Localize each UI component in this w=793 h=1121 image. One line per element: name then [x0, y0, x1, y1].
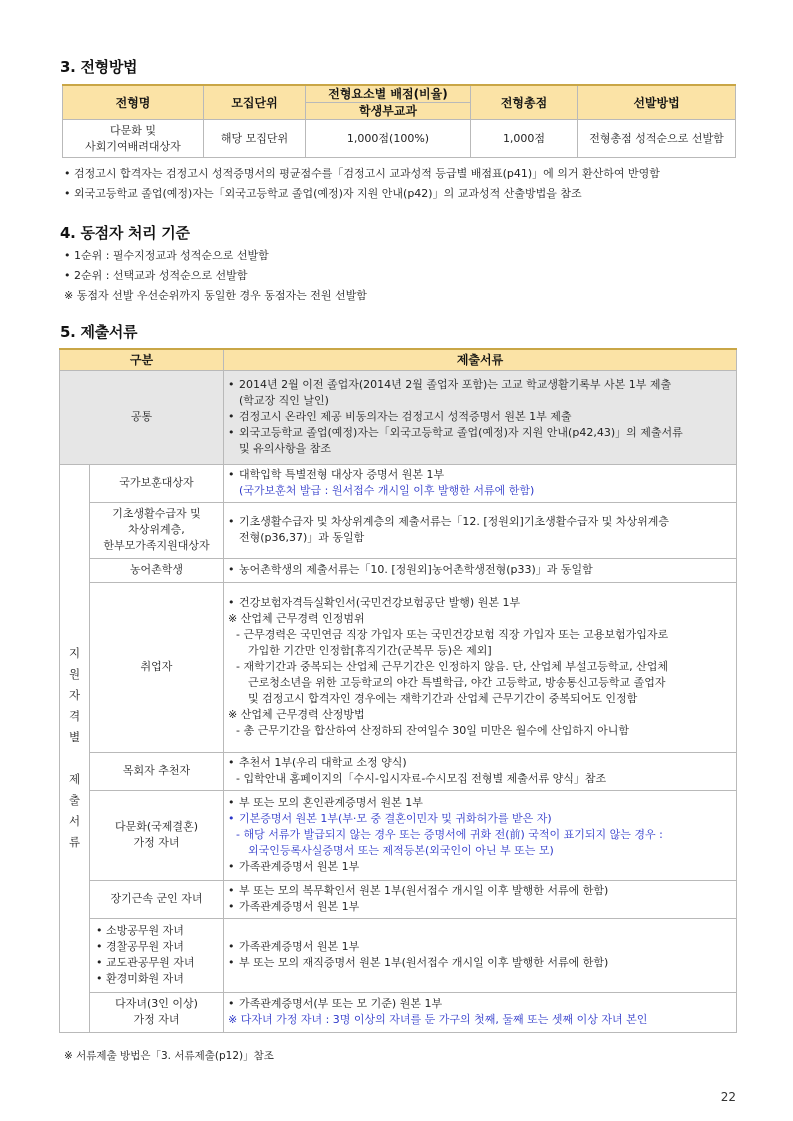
- row-employed-label: 취업자: [90, 582, 224, 752]
- cell-unit: 해당 모집단위: [204, 120, 306, 158]
- tie-rule-note: ※ 동점자 선발 우선순위까지 동일한 경우 동점자는 전원 선발함: [64, 289, 367, 302]
- row-veteran-label: 국가보훈대상자: [90, 464, 224, 502]
- row-multichild-label: 다자녀(3인 이상) 가정 자녀: [90, 992, 224, 1032]
- th-unit: 모집단위: [204, 85, 306, 120]
- th-total: 전형총점: [471, 85, 578, 120]
- row-pastor-docs: • 추천서 1부(우리 대학교 소정 양식) - 입학안내 홈페이지의「수시-입시자료-수시모집 전형별 제출서류 양식」참조: [224, 752, 737, 790]
- note-line: • 검정고시 합격자는 검정고시 성적증명서의 평균점수를「검정고시 교과성적 등급별 배점표(p41)」에 의거 환산하여 반영함: [64, 167, 660, 180]
- tie-rule-1: • 1순위 : 필수지정교과 성적순으로 선발함: [64, 249, 269, 262]
- row-farm-label: 농어촌학생: [90, 558, 224, 582]
- row-military-docs: • 부 또는 모의 복무확인서 원본 1부(원서접수 개시일 이후 발행한 서류에 한함) • 가족관계증명서 원본 1부: [224, 880, 737, 918]
- cell-name: 다문화 및 사회기여배려대상자: [63, 120, 204, 158]
- row-public-docs: • 가족관계증명서 원본 1부 • 부 또는 모의 재직증명서 원본 1부(원서접수 개시일 이후 발행한 서류에 한함): [224, 918, 737, 992]
- row-basic-label: 기초생활수급자 및 차상위계층, 한부모가족지원대상자: [90, 502, 224, 558]
- row-common-label: 공통: [60, 370, 224, 464]
- vertical-category-label: 지 원 자 격 별 제 출 서 류: [60, 464, 90, 1032]
- th-name: 전형명: [63, 85, 204, 120]
- row-employed-docs: • 건강보험자격득실확인서(국민건강보험공단 발행) 원본 1부 ※ 산업체 근무경력 인정범위 - 근무경력은 국민연금 직장 가입자 또는 국민건강보험 직장 가입자 또는 고용보험가입자로 가입한 기간만 인정함[휴직기간(군복무 등)은 제외] - 재학기간과 중복되는 산업체 근무기간은 인정하지 않음. 단, 산업체 부설고등학교, 산업체 근로청소년을 위한 고등학교의 야간 특별학급, 야간 고등학교, 방송통신고등학교 졸업자 및 검정고시 합격자인 경우에는 재학기간과 산업체 근무기간이 중복되어도 인정함 ※ 산업체 근무경력 산정방법 - 총 근무기간을 합산하여 산정하되 잔여일수 30일 미만은 월수에 산입하지 아니함: [224, 582, 737, 752]
- cell-total: 1,000점: [471, 120, 578, 158]
- row-pastor-label: 목회자 추천자: [90, 752, 224, 790]
- th-method: 선발방법: [578, 85, 736, 120]
- row-multicultural-label: 다문화(국제결혼) 가정 자녀: [90, 790, 224, 880]
- documents-table: [59, 348, 737, 1033]
- th-score-sub: 학생부교과: [306, 103, 471, 120]
- note-line: • 외국고등학교 졸업(예정)자는「외국고등학교 졸업(예정)자 지원 안내(p42)」의 교과성적 산출방법을 참조: [64, 187, 582, 200]
- section-3-notes: [64, 164, 660, 204]
- row-veteran-docs: • 대학입학 특별전형 대상자 증명서 원본 1부 (국가보훈처 발급 : 원서접수 개시일 이후 발행한 서류에 한함): [224, 464, 737, 502]
- section-5-title: 5. 제출서류: [60, 323, 138, 341]
- row-common-docs: • 2014년 2월 이전 졸업자(2014년 2월 졸업자 포함)는 고교 학교생활기록부 사본 1부 제출 (학교장 직인 날인) • 검정고시 온라인 제공 비동의자는 검정고시 성적증명서 원본 1부 제출 • 외국고등학교 졸업(예정)자는「외국고등학교 졸업(예정)자 지원 안내(p42,43)」의 제출서류 및 유의사항을 참조: [224, 370, 737, 464]
- tie-rule-2: • 2순위 : 선택교과 성적순으로 선발함: [64, 269, 248, 282]
- row-multichild-docs: • 가족관계증명서(부 또는 모 기준) 원본 1부 ※ 다자녀 가정 자녀 : 3명 이상의 자녀를 둔 가구의 첫째, 둘째 또는 셋째 이상 자녀 본인: [224, 992, 737, 1032]
- th-score-group: 전형요소별 배점(비율): [306, 85, 471, 103]
- section-3-title: 3. 전형방법: [60, 58, 138, 76]
- page-number: 22: [720, 1090, 736, 1104]
- th-category: 구분: [60, 349, 224, 370]
- row-public-label: • 소방공무원 자녀 • 경찰공무원 자녀 • 교도관공무원 자녀 • 환경미화원 자녀: [90, 918, 224, 992]
- row-multicultural-docs: • 부 또는 모의 혼인관계증명서 원본 1부 • 기본증명서 원본 1부(부·모 중 결혼이민자 및 귀화허가를 받은 자) - 해당 서류가 발급되지 않는 경우 또는 증명서에 귀화 전(前) 국적이 표기되지 않는 경우 : 외국인등록사실증명서 또는 제적등본(외국인이 아닌 부 또는 모) • 가족관계증명서 원본 1부: [224, 790, 737, 880]
- section-4-title: 4. 동점자 처리 기준: [60, 224, 190, 242]
- row-basic-docs: • 기초생활수급자 및 차상위계층의 제출서류는「12. [정원외]기초생활수급자 및 차상위계층 전형(p36,37)」과 동일함: [224, 502, 737, 558]
- row-military-label: 장기근속 군인 자녀: [90, 880, 224, 918]
- th-docs: 제출서류: [224, 349, 737, 370]
- documents-footnote: ※ 서류제출 방법은「3. 서류제출(p12)」참조: [64, 1050, 274, 1062]
- cell-score: 1,000점(100%): [306, 120, 471, 158]
- section-4-lines: [64, 246, 367, 306]
- row-farm-docs: • 농어촌학생의 제출서류는「10. [정원외]농어촌학생전형(p33)」과 동일함: [224, 558, 737, 582]
- selection-method-table: [62, 84, 736, 158]
- cell-method: 전형총점 성적순으로 선발함: [578, 120, 736, 158]
